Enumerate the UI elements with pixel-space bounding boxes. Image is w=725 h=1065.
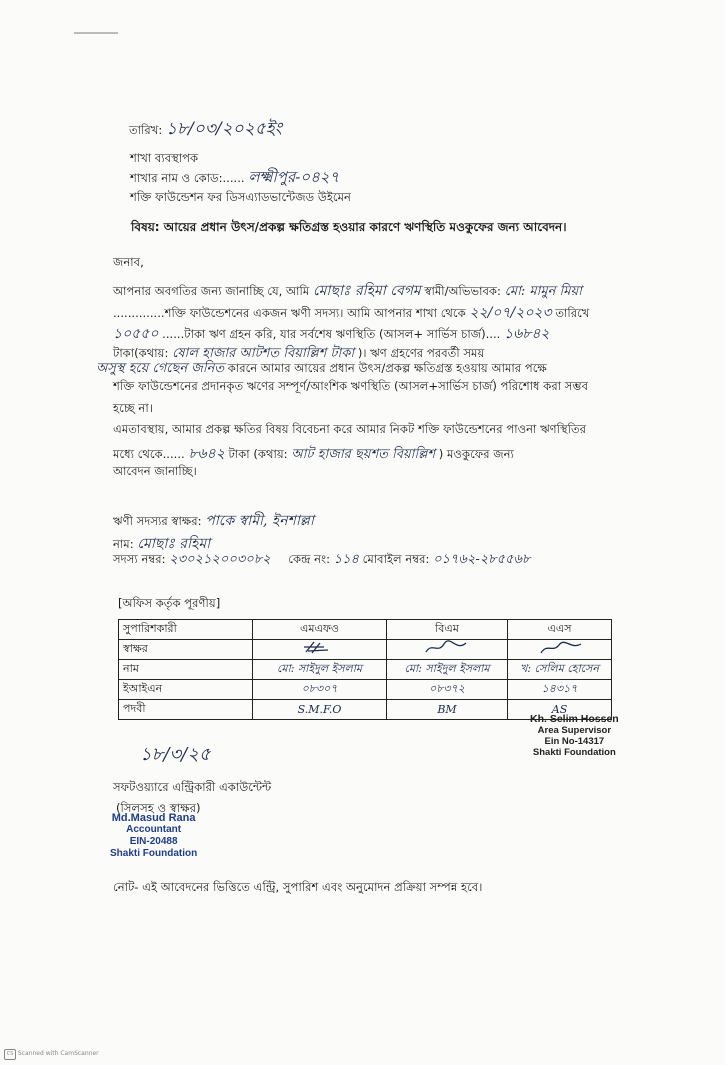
stamp-as-org: Shakti Foundation (532, 747, 616, 758)
stamp-acc-org: Shakti Foundation (110, 848, 198, 859)
loan-date: ২২/০৭/২০২৩ (469, 305, 552, 321)
area-supervisor-stamp (530, 714, 619, 758)
scanner-watermark (4, 1049, 99, 1060)
guardian-name: মো: মামুন মিয়া (504, 284, 582, 299)
office-row-label: স্বাক্ষর (119, 640, 253, 660)
para1-line7: হচ্ছে না। (113, 401, 153, 415)
para1-l5-text: কারনে আমার আয়ের প্রধান উৎস/প্রকল্প ক্ষতিগ্রস্ত হওয়ায় আমার পক্ষে (227, 361, 547, 375)
date-line (129, 116, 282, 144)
waiver-amount: ৮৬৪২ (188, 446, 225, 462)
stamp-as-title: Area Supervisor (537, 725, 612, 736)
designation-mfo: S.M.F.O (253, 700, 387, 720)
stamp-as-ein: Ein No-14317 (544, 736, 605, 747)
sig-bm (387, 640, 508, 660)
designation-as: AS (508, 700, 612, 720)
subject-line: বিষয়: আয়ের প্রধান উৎস/প্রকল্প ক্ষতিগ্রস্ত হওয়ার কারণে ঋণস্থিতি মওকুফের জন্য আবেদন। (131, 220, 567, 234)
loan-amount: ১০৫৫০ (113, 326, 159, 342)
office-row-label: পদবী (119, 700, 253, 720)
waiver-in-words: আট হাজার ছয়শত বিয়াল্লিশ (291, 447, 436, 462)
accountant-stamp (110, 812, 197, 860)
loss-reason: অসুস্থ হয়ে গেছেন জনিত (96, 361, 225, 376)
ein-bm: ০৮৩৭২ (387, 680, 508, 700)
member-name: মোছাঃ রহিমা (137, 536, 211, 552)
accountant-signature: ১৮/৩/২৫ (140, 744, 211, 765)
office-row-label: ইআইএন (119, 680, 253, 700)
para1-line6: শক্তি ফাউন্ডেশনের প্রদানকৃত ঋণের সম্পূর্ণ/আংশিক ঋণস্থিতি (আসল+সার্ভিস চার্জ) পরিশোধ করা সম্ভব (113, 379, 589, 393)
date-label: তারিখ: (129, 123, 163, 137)
addressee-line1: শাখা ব্যবস্থাপক (130, 151, 199, 165)
balance-in-words: ষোল হাজার আটশত বিয়াল্লিশ টাকা (172, 346, 355, 361)
office-heading: [অফিস কর্তৃক পূরণীয়] (118, 596, 221, 610)
para1-l4-suffix: )। ঋণ গ্রহণের পরবর্তী সময় (357, 346, 485, 360)
sig-mfo (253, 640, 387, 660)
stamp-acc-title: Accountant (126, 824, 182, 835)
salutation: জনাব, (113, 255, 144, 269)
office-header-mfo: এমএফও (253, 620, 387, 640)
office-header-row (119, 620, 612, 640)
para1-l3-text: ......টাকা ঋণ গ্রহন করি, যার সর্বশেষ ঋণস্থিতি (আসল+ সার্ভিস চার্জ).... (162, 327, 501, 341)
member-no-label: সদস্য নম্বর: (113, 552, 166, 566)
para1-l4-text: টাকা(কথায়: (113, 346, 169, 360)
accountant-title: সফটওয়্যারে এন্ট্রিকারী একাউন্টেন্ট (113, 780, 272, 794)
branch-value: লক্ষ্মীপুর-০৪২৭ (248, 168, 340, 186)
office-row-name (119, 660, 612, 680)
accountant-seal-note: (সিলসহ ও স্বাক্ষর) (116, 801, 201, 815)
stamp-acc-ein: EIN-20488 (129, 836, 178, 847)
mobile-label: মোবাইল নম্বর: (362, 552, 430, 566)
designation-bm: BM (387, 700, 508, 720)
para1-line1 (113, 279, 582, 303)
stamp-as-name: Kh. Selim Hossen (530, 713, 619, 725)
para2-line3: আবেদন জানাচ্ছি। (113, 464, 197, 478)
office-row-ein (119, 680, 612, 700)
mobile-number: ০১৭৬২-২৮৫৫৬৮ (433, 552, 531, 567)
footer-note: নোট- এই আবেদনের ভিত্তিতে এন্ট্রি, সুপারিশ এবং অনুমোদন প্রক্রিয়া সম্পন্ন হবে। (113, 880, 483, 894)
org-line: শক্তি ফাউন্ডেশন ফর ডিসএ্যাডভান্টেজড উইমেন (130, 190, 351, 204)
scanner-text: Scanned with CamScanner (17, 1050, 99, 1057)
para1-l2-text: ..............শক্তি ফাউন্ডেশনের একজন ঋণী সদস্য। আমি আপনার শাখা থেকে (113, 306, 466, 320)
center-number: ১১৪ (333, 552, 359, 567)
member-sig-label: ঋণী সদস্যর স্বাক্ষর: (113, 514, 202, 528)
top-mark (74, 32, 118, 34)
para1-line5 (96, 359, 547, 380)
para1-l1-text: আপনার অবগতির জন্য জানাচ্ছি যে, আমি (113, 284, 310, 298)
name-mfo: মো: সাইদুল ইসলাম (253, 660, 387, 680)
member-signature-line (113, 509, 314, 533)
office-header-as: এএস (508, 620, 612, 640)
signature-scribble-icon (535, 640, 585, 656)
name-bm: মো: সাইদুল ইসলাম (387, 660, 508, 680)
signature-mark-icon (300, 640, 340, 656)
office-table (118, 619, 612, 720)
date-value: ১৮/০৩/২০২৫ইং (165, 119, 282, 139)
office-row-signature (119, 640, 612, 660)
name-as: খ: সেলিম হোসেন (508, 660, 612, 680)
loan-balance: ১৬৮৪২ (504, 326, 550, 342)
member-signature: পাকে স্বামী, ইনশাল্লা (205, 513, 314, 529)
para2-l2-text: মধ্যে থেকে...... (113, 447, 185, 461)
ein-mfo: ০৮৩০৭ (253, 680, 387, 700)
member-number-line (113, 550, 530, 571)
para2-l2-suffix: ) মওকুফের জন্য (438, 447, 514, 461)
camscanner-icon: CS (4, 1049, 16, 1060)
stamp-acc-name: Md.Masud Rana (111, 812, 196, 824)
para1-line3 (113, 322, 550, 346)
member-name-label: নাম: (113, 537, 134, 551)
applicant-name: মোছাঃ রহিমা বেগম (312, 283, 421, 299)
sig-as (508, 640, 612, 660)
para2-line1: এমতাবস্থায়, আমার প্রকল্প ক্ষতির বিষয় বিবেচনা করে আমার নিকট শক্তি ফাউন্ডেশনের পাওনা ঋণস্থিতির (113, 422, 587, 436)
para2-l2-mid: টাকা (কথায়: (228, 447, 288, 461)
para1-l1-guardian-label: স্বামী/অভিভাবক: (424, 284, 501, 298)
ein-as: ১৪৩১৭ (508, 680, 612, 700)
branch-label: শাখার নাম ও কোড:...... (130, 171, 245, 185)
office-header-bm: বিএম (387, 620, 508, 640)
member-number: ২৩০২১২০০৩০৮২ (169, 552, 271, 567)
branch-line (130, 166, 339, 191)
office-row-label: নাম (119, 660, 253, 680)
center-label: কেন্দ্র নং: (288, 552, 330, 566)
office-header-recommender: সুপারিশকারী (119, 620, 253, 640)
para1-l2-suffix: তারিখে (555, 306, 590, 320)
signature-scribble-icon (422, 640, 472, 656)
